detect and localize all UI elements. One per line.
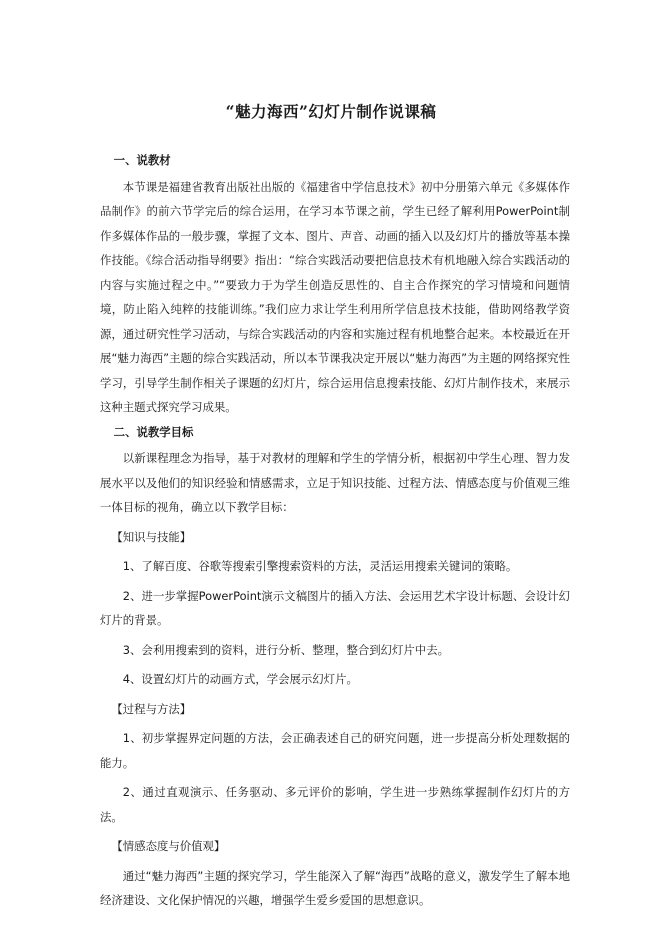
- process-item-1: 1、初步掌握界定问题的方法，会正确表述自己的研究问题，进一步提高分析处理数据的能力。: [100, 731, 570, 770]
- knowledge-item-4: 4、设置幻灯片的动画方式，学会展示幻灯片。: [122, 672, 358, 686]
- section-heading-teaching-goals: 二、说教学目标: [113, 424, 194, 439]
- knowledge-item-3: 3、会利用搜索到的资料，进行分析、整理，整合到幻灯片中去。: [122, 642, 449, 657]
- teaching-material-paragraph: 本节课是福建省教育出版社出版的《福建省中学信息技术》初中分册第六单元《多媒体作品制作》的前六节学完后的综合运用，在学习本节课之前，学生已经了解利用PowerPoint制作多媒体作品的一般步骤，掌握了文本、图片、声音、动画的插入以及幻灯片的播放等基本操作技能。《综合活动指导纲要》指出：“综合实践活动要把信息技术有机地融入综合实践活动的内容与实施过程之中。”“要致力于为学生创造反思性的、自主合作探究的学习情境和问题情境，防止陷入纯粹的技能训练。”我们应力求让学生利用所学信息技术技能，借助网络教学资源，通过研究性学习活动，与综合实践活动的内容和实施过程有机地整合起来。本校最近在开展“魅力海西”主题的综合实践活动，所以本节课我决定开展以“魅力海西”为主题的网络探究性学习，引导学生制作相关子课题的幻灯片，综合运用信息搜索技能、幻灯片制作技术，来展示这种主题式探究学习成果。: [100, 179, 570, 414]
- emotion-values-paragraph: 通过“魅力海西”主题的探究学习，学生能深入了解“海西”战略的意义，激发学生了解本地经济建设、文化保护情况的兴趣，增强学生爱乡爱国的思想意识。: [100, 868, 570, 907]
- document-body: [100, 148, 570, 913]
- document-title: “魅力海西”幻灯片制作说课稿: [225, 102, 437, 121]
- section-heading-teaching-material: 一、说教材: [113, 153, 171, 167]
- knowledge-item-2: 2、进一步掌握PowerPoint演示文稿图片的插入方法、会运用艺术字设计标题、会设计幻灯片的背景。: [100, 588, 570, 627]
- emotion-values-label: 【情感态度与价值观】: [111, 839, 226, 853]
- process-item-2: 2、通过直观演示、任务驱动、多元评价的影响，学生进一步熟练掌握制作幻灯片的方法。: [100, 785, 570, 824]
- knowledge-item-1: 1、了解百度、谷歌等搜索引擎搜索资料的方法，灵活运用搜索关键词的策略。: [122, 559, 518, 573]
- process-methods-label: 【过程与方法】: [111, 701, 192, 716]
- knowledge-skills-label: 【知识与技能】: [111, 529, 192, 544]
- teaching-goals-intro: 以新课程理念为指导，基于对教材的理解和学生的学情分析，根据初中学生心理、智力发展水平以及他们的知识经验和情感需求，立足于知识技能、过程方法、情感态度与价值观三维一体目标的视角，确立以下教学目标：: [100, 451, 570, 514]
